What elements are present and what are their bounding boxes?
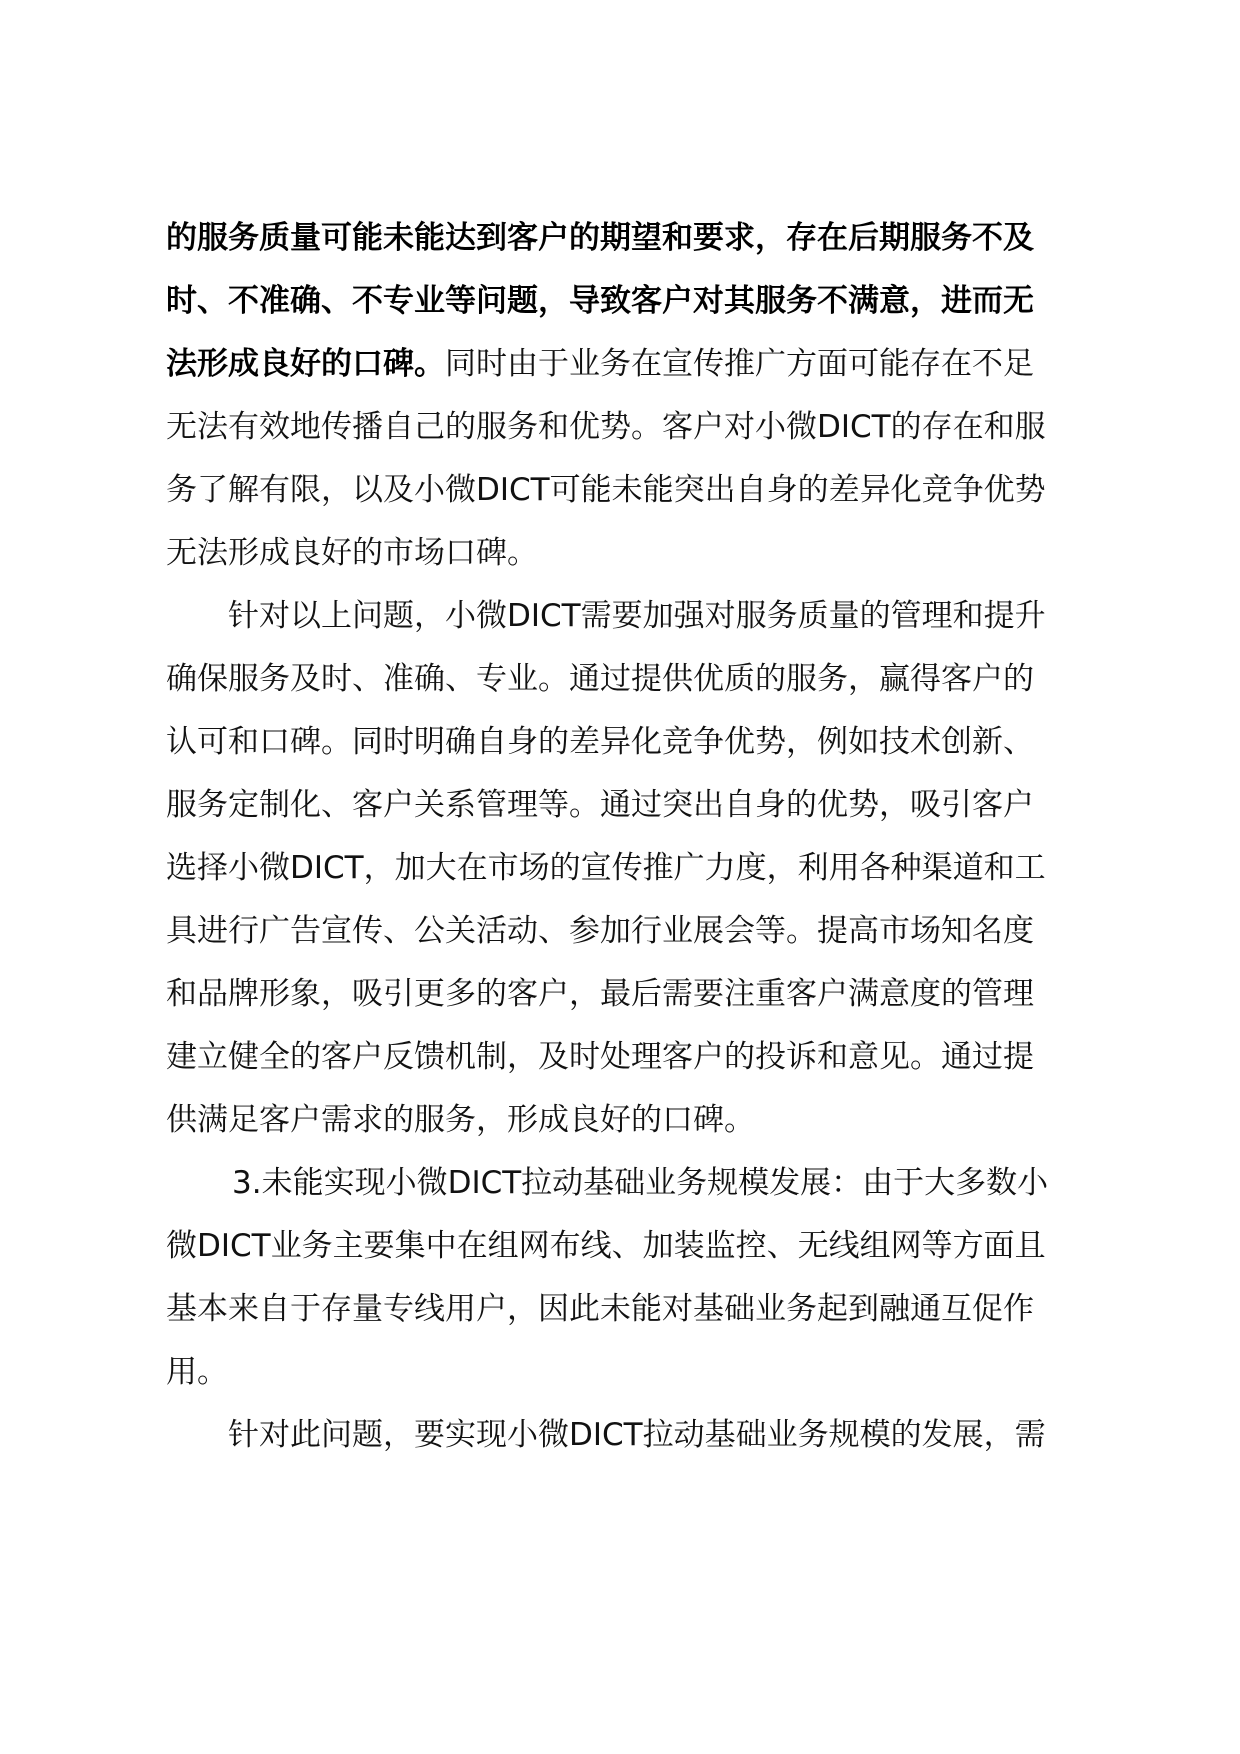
text-segment: 同时由于业务在宣传推广方面可能存在不足 bbox=[445, 346, 1034, 382]
body-line: 建立健全的客户反馈机制，及时处理客户的投诉和意见。通过提 bbox=[166, 1039, 1034, 1075]
body-line: 基本来自于存量专线用户，因此未能对基础业务起到融通互促作 bbox=[166, 1291, 1034, 1327]
paragraph-first-line: 针对此问题，要实现小微DICT拉动基础业务规模的发展，需 bbox=[228, 1417, 1046, 1453]
body-line: 时、不准确、不专业等问题，导致客户对其服务不满意，进而无 bbox=[166, 283, 1034, 319]
body-line-mixed bbox=[166, 334, 1034, 394]
body-line: 和品牌形象，吸引更多的客户，最后需要注重客户满意度的管理 bbox=[166, 976, 1034, 1012]
body-line: 选择小微DICT，加大在市场的宣传推广力度，利用各种渠道和工 bbox=[166, 850, 1046, 886]
body-line: 具进行广告宣传、公关活动、参加行业展会等。提高市场知名度 bbox=[166, 913, 1034, 949]
body-line: 无法形成良好的市场口碑。 bbox=[166, 535, 538, 571]
body-line: 供满足客户需求的服务，形成良好的口碑。 bbox=[166, 1102, 755, 1138]
body-line: 用。 bbox=[166, 1354, 228, 1390]
body-line: 无法有效地传播自己的服务和优势。客户对小微DICT的存在和服 bbox=[166, 409, 1046, 445]
paragraph-first-line: 针对以上问题，小微DICT需要加强对服务质量的管理和提升 bbox=[228, 598, 1046, 634]
body-line: 的服务质量可能未能达到客户的期望和要求，存在后期服务不及 bbox=[166, 220, 1034, 256]
paragraph-first-line: 3.未能实现小微DICT拉动基础业务规模发展：由于大多数小 bbox=[232, 1165, 1049, 1201]
body-line: 确保服务及时、准确、专业。通过提供优质的服务，赢得客户的 bbox=[166, 661, 1034, 697]
body-line: 服务定制化、客户关系管理等。通过突出自身的优势，吸引客户 bbox=[166, 787, 1034, 823]
bold-text-segment: 法形成良好的口碑。 bbox=[166, 346, 445, 382]
body-line: 务了解有限，以及小微DICT可能未能突出自身的差异化竞争优势 bbox=[166, 472, 1046, 508]
body-line: 微DICT业务主要集中在组网布线、加装监控、无线组网等方面且 bbox=[166, 1228, 1046, 1264]
body-line: 认可和口碑。同时明确自身的差异化竞争优势，例如技术创新、 bbox=[166, 724, 1034, 760]
